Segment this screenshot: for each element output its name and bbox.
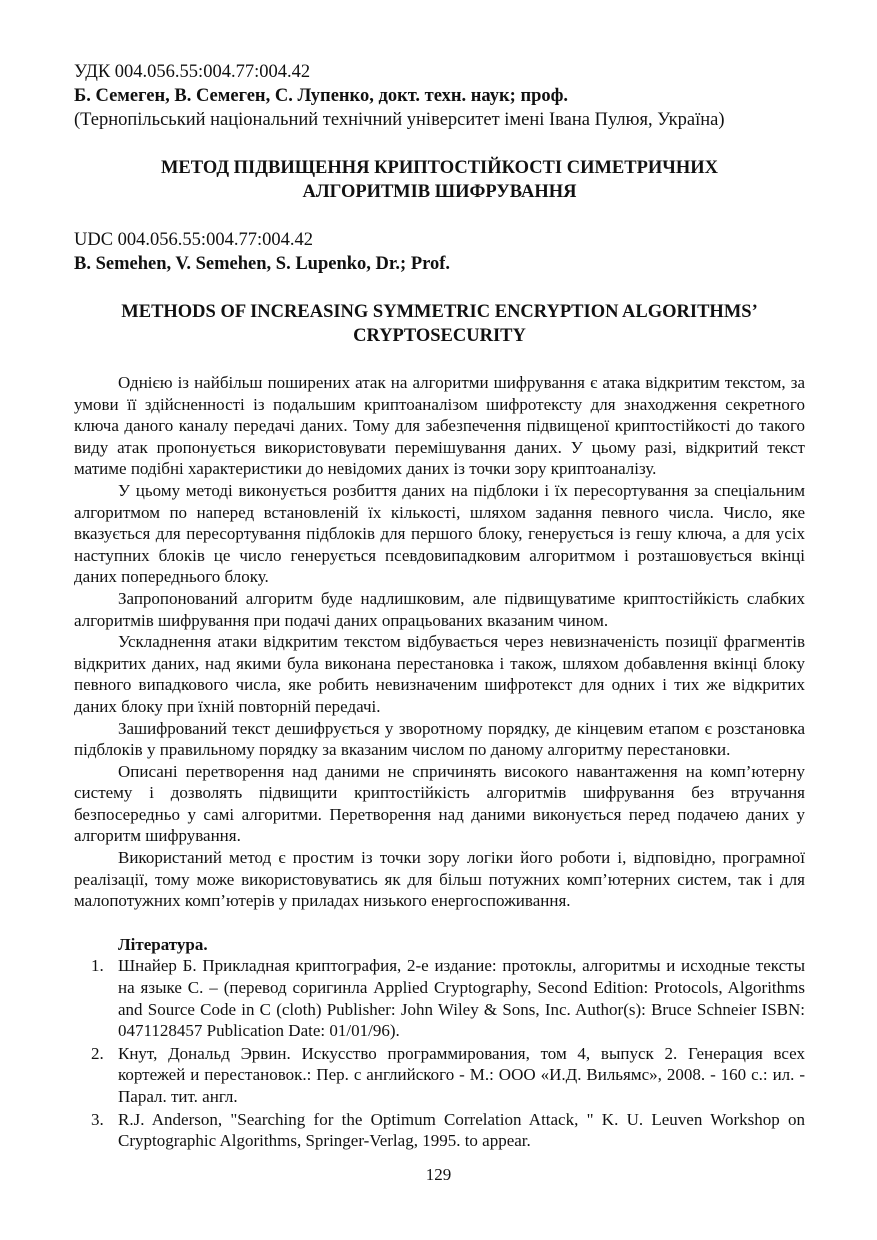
udc-ua: УДК 004.056.55:004.77:004.42 [74,62,311,82]
affiliation-ua: (Тернопільський національний технічний університет імені Івана Пулюя, Україна) [74,110,725,130]
page-number: 129 [425,1165,452,1184]
body-text [74,372,805,912]
title-ua [74,156,805,204]
reference-item [74,1043,805,1108]
title-en-line1: METHODS OF INCREASING SYMMETRIC ENCRYPTION ALGORITHMS’ [121,302,758,322]
udc-en: UDC 004.056.55:004.77:004.42 [74,230,313,250]
paragraph: Зашифрований текст дешифрується у зворотному порядку, де кінцевим етапом є розстановка підблоків у правильному порядку за вказаним числом по даному алгоритму перестановки. [74,718,805,760]
reference-number: 2. [91,1043,104,1063]
authors-ua: Б. Семеген, В. Семеген, С. Лупенко, докт. техн. наук; проф. [74,86,569,106]
title-ua-line2: АЛГОРИТМІВ ШИФРУВАННЯ [302,182,577,202]
reference-text: Шнайер Б. Прикладная криптография, 2-е издание: протоклы, алгоритмы и исходные тексты на языке С. – (перевод соригинла Applied Cryptography, Second Edition: Protocols, Algorithms and Source Code in C (cloth) Publisher: John Wiley & Sons, Inc. Author(s): Bruce Schneier ISBN: 0471128457 Publication Date: 01/01/96). [118,956,805,1041]
reference-item [74,1109,805,1152]
references-section [74,934,805,1152]
reference-number: 3. [91,1109,104,1129]
paragraph: Запропонований алгоритм буде надлишковим, але підвищуватиме криптостійкість слабких алгоритмів шифрування при подачі даних опрацьованих вказаним чином. [74,588,805,630]
paragraph: Описані перетворення над даними не спричинять високого навантаження на комп’ютерну систему і дозволять підвищити криптостійкість алгоритмів шифрування без втручання безпосередньо у самі алгоритми. Перетворення над даними виконується перед подачею даних у алгоритм шифрування. [74,761,805,846]
reference-number: 1. [91,956,104,976]
paragraph: У цьому методі виконується розбиття даних на підблоки і їх пересортування за спеціальним алгоритмом по наперед встановленій їх кількості, шляхом задання певного числа. Число, яке вказується для пересортування підблоків для першого блоку, генерується із гешу ключа, а для усіх наступних блоків це число генерується псевдовипадковим алгоритмом і розташовується вкінці даних попереднього блоку. [74,480,805,587]
reference-text: Кнут, Дональд Эрвин. Искусство программирования, том 4, выпуск 2. Генерация всех кортежей и перестановок.: Пер. с английского - М.: ООО «И.Д. Вильямс», 2008. - 160 с.: ил. - Парал. тит. англ. [118,1043,805,1106]
authors-en: B. Semehen, V. Semehen, S. Lupenko, Dr.; Prof. [74,254,451,274]
paragraph: Використаний метод є простим із точки зору логіки його роботи і, відповідно, програмної реалізації, тому може використовуватись як для більш потужних комп’ютерних систем, так і для малопотужних комп’ютерів у приладах низького енергоспоживання. [74,848,805,911]
references-heading: Література. [118,934,208,954]
title-en-line2: CRYPTOSECURITY [353,326,526,346]
paper-page [74,60,805,1153]
title-en [74,300,805,348]
reference-item [74,955,805,1041]
reference-text: R.J. Anderson, "Searching for the Optimum Correlation Attack, " K. U. Leuven Workshop on Cryptographic Algorithms, Springer-Verlag, 1995. to appear. [118,1109,805,1151]
title-ua-line1: МЕТОД ПІДВИЩЕННЯ КРИПТОСТІЙКОСТІ СИМЕТРИЧНИХ [160,158,719,178]
paragraph: Ускладнення атаки відкритим текстом відбувається через невизначеність позиції фрагментів відкритих даних, над якими була виконана перестановка і також, шляхом добавлення вкінці блоку певного випадкового числа, яке робить невизначеним шифротекст для одних і тих же відкритих даних блоку при їхній повторній передачі. [74,632,805,716]
references-list [74,955,805,1151]
paragraph: Однією із найбільш поширених атак на алгоритми шифрування є атака відкритим текстом, за умови її здійсненності із подальшим криптоаналізом шифротексту для знаходження секретного ключа даного каналу передачі даних. Тому для забезпечення підвищеної криптостійкості до такого виду атак пропонується використовувати перемішування даних. У цьому разі, відкритий текст матиме подібні характеристики до невідомих даних із точки зору криптоаналізу. [74,373,805,479]
